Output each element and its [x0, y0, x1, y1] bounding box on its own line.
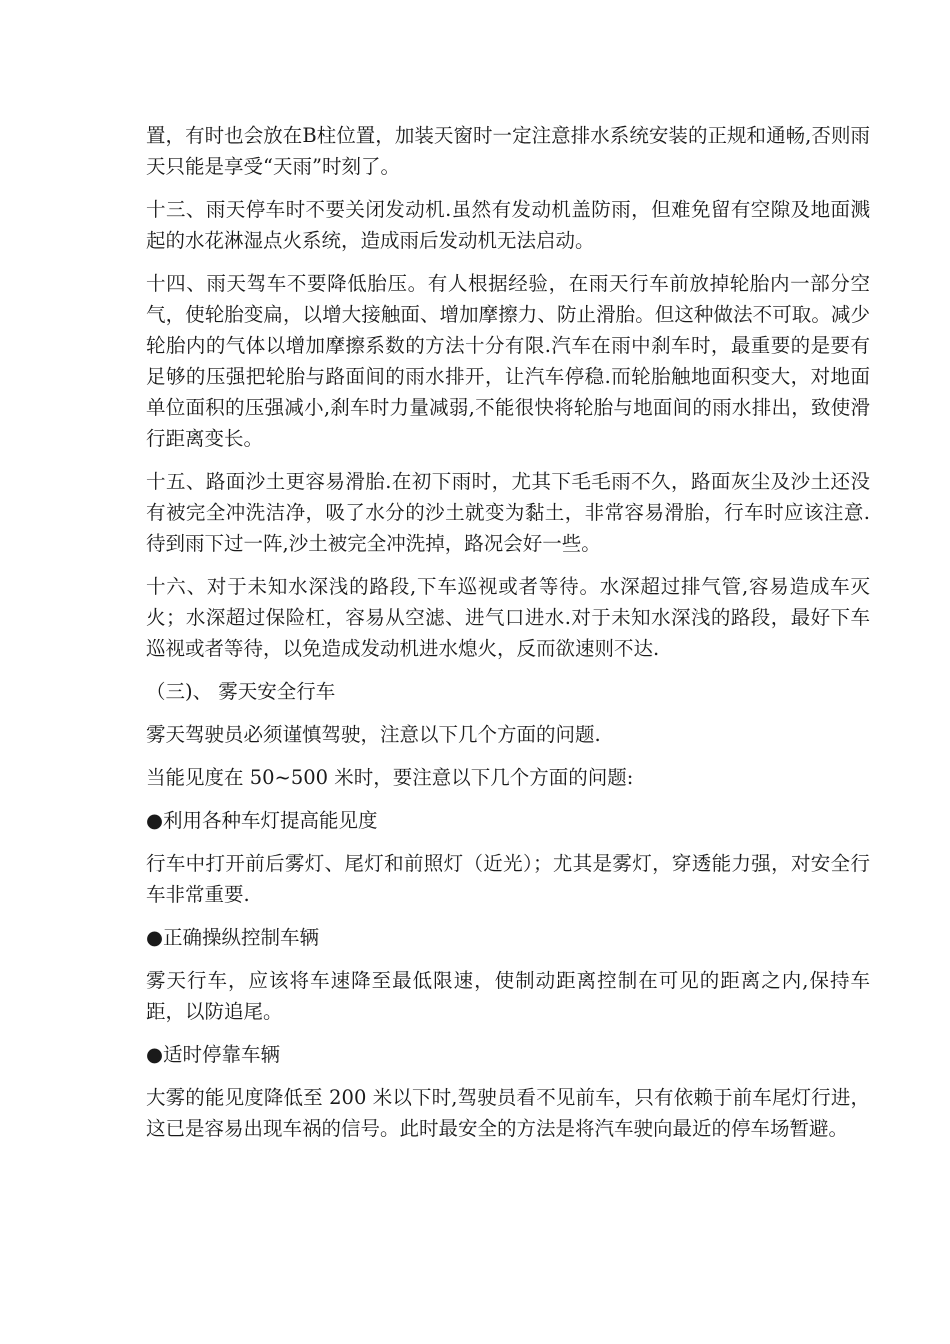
paragraph-item-16: 十六、对于未知水深浅的路段,下车巡视或者等待。水深超过排气管,容易造成车灭火；水深超过保险杠，容易从空滤、进气口进水.对于未知水深浅的路段，最好下车巡视或者等待，以免造成发动机进水熄火，反而欲速则不达. — [146, 575, 870, 660]
paragraph-lights: 行车中打开前后雾灯、尾灯和前照灯（近光）；尤其是雾灯，穿透能力强，对安全行车非常重要. — [146, 852, 870, 906]
section-heading-fog: （三)、 雾天安全行车 — [146, 680, 336, 703]
paragraph-item-15: 十五、路面沙土更容易滑胎.在初下雨时，尤其下毛毛雨不久，路面灰尘及沙土还没有被完全冲洗洁净，吸了水分的沙土就变为黏土，非常容易滑胎，行车时应该注意.待到雨下过一阵,沙土被完全冲洗掉，路况会好一些。 — [146, 470, 870, 555]
paragraph-fog-intro: 雾天驾驶员必须谨慎驾驶，注意以下几个方面的问题. — [146, 723, 601, 746]
paragraph-visibility: 当能见度在 50~500 米时，要注意以下几个方面的问题: — [146, 766, 634, 789]
bullet-control: ●正确操纵控制车辆 — [146, 926, 320, 949]
document-page — [146, 120, 870, 1156]
bullet-lights: ●利用各种车灯提高能见度 — [146, 809, 378, 832]
paragraph-item-13: 十三、雨天停车时不要关闭发动机.虽然有发动机盖防雨，但难免留有空隙及地面溅起的水花淋湿点火系统，造成雨后发动机无法启动。 — [146, 198, 870, 252]
paragraph-item-14: 十四、雨天驾车不要降低胎压。有人根据经验，在雨天行车前放掉轮胎内一部分空气，使轮胎变扁，以增大接触面、增加摩擦力、防止滑胎。但这种做法不可取。减少轮胎内的气体以增加摩擦系数的方法十分有限.汽车在雨中刹车时，最重要的是要有足够的压强把轮胎与路面间的雨水排开，让汽车停稳.而轮胎触地面积变大，对地面单位面积的压强减小,刹车时力量减弱,不能很快将轮胎与地面间的雨水排出，致使滑行距离变长。 — [146, 272, 870, 450]
paragraph-control: 雾天行车，应该将车速降至最低限速，使制动距离控制在可见的距离之内,保持车距，以防追尾。 — [146, 969, 870, 1023]
bullet-stop: ●适时停靠车辆 — [146, 1043, 281, 1066]
paragraph-stop: 大雾的能见度降低至 200 米以下时,驾驶员看不见前车，只有依赖于前车尾灯行进，这已是容易出现车祸的信号。此时最安全的方法是将汽车驶向最近的停车场暂避。 — [146, 1086, 870, 1140]
paragraph-sunroof-drainage: 置，有时也会放在B柱位置，加装天窗时一定注意排水系统安装的正规和通畅,否则雨天只能是享受“天雨”时刻了。 — [146, 124, 870, 178]
